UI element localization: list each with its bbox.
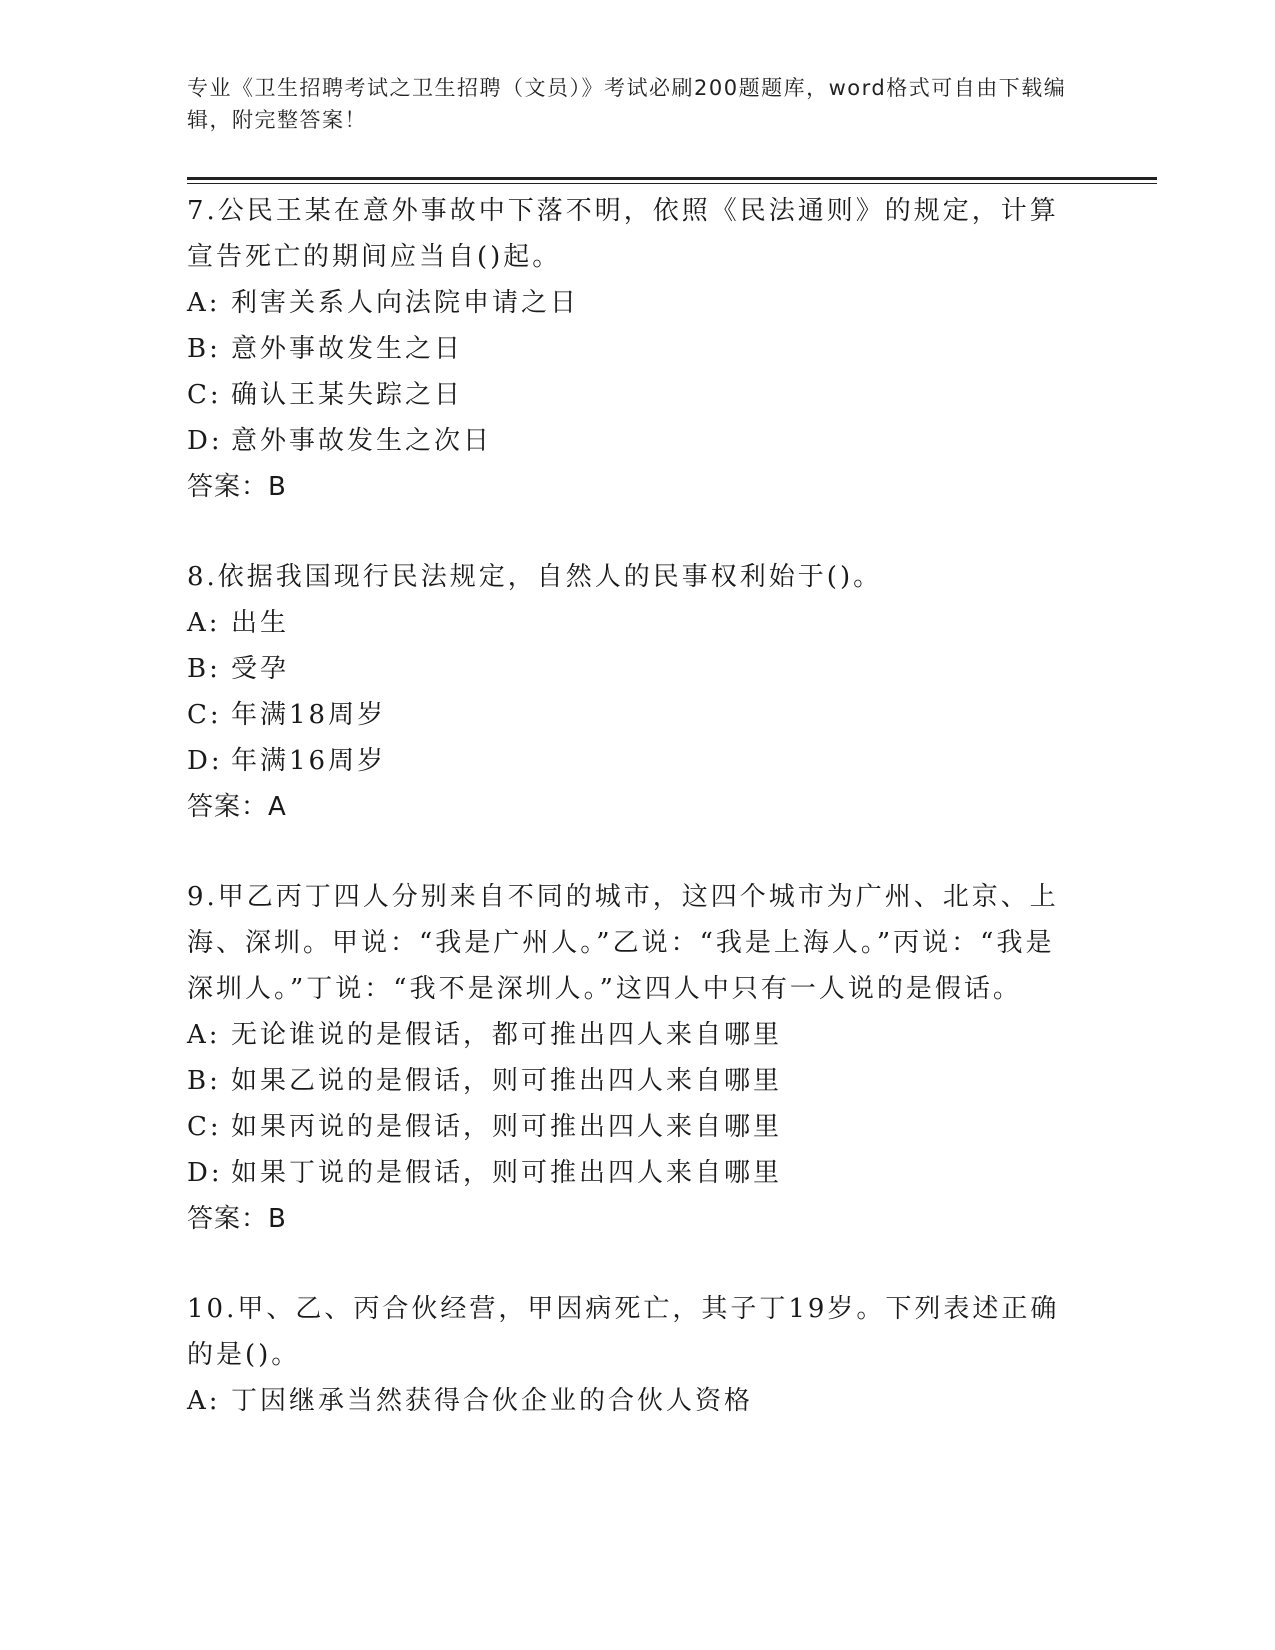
option-key: C: [187, 700, 222, 730]
answer-line: 答案：B [187, 472, 287, 502]
option-text: 确认王某失踪之日 [231, 380, 464, 410]
option-key: A: [187, 608, 221, 638]
option-d [187, 738, 1067, 784]
option-key: A: [187, 1386, 221, 1416]
option-b [187, 1058, 1067, 1104]
option-c [187, 1104, 1067, 1150]
option-d [187, 1150, 1067, 1196]
option-text: 利害关系人向法院申请之日 [231, 288, 580, 318]
option-key: D: [187, 426, 223, 456]
option-b [187, 646, 1067, 692]
option-key: B: [187, 1066, 221, 1096]
answer-line: 答案：B [187, 1204, 287, 1234]
answer-line: 答案：A [187, 792, 287, 822]
option-text: 无论谁说的是假话，都可推出四人来自哪里 [231, 1020, 783, 1050]
header-title: 专业《卫生招聘考试之卫生招聘（文员）》考试必刷200题题库，word格式可自由下载编辑，附完整答案！ [187, 76, 1067, 132]
option-key: D: [187, 1158, 223, 1188]
question-text: 8.依据我国现行民法规定，自然人的民事权利始于()。 [187, 562, 883, 592]
document-header [187, 72, 1067, 136]
question-text: 7.公民王某在意外事故中下落不明，依照《民法通则》的规定，计算宣告死亡的期间应当自()起。 [187, 196, 1059, 272]
option-a [187, 1012, 1067, 1058]
option-a [187, 1378, 1067, 1424]
option-text: 意外事故发生之次日 [231, 426, 493, 456]
option-text: 年满16周岁 [231, 746, 387, 776]
option-key: A: [187, 288, 221, 318]
option-c [187, 692, 1067, 738]
question-9 [187, 874, 1067, 1242]
option-key: B: [187, 334, 221, 364]
header-divider-thick [187, 177, 1157, 180]
option-a [187, 280, 1067, 326]
option-key: A: [187, 1020, 221, 1050]
option-d [187, 418, 1067, 464]
question-text: 9.甲乙丙丁四人分别来自不同的城市，这四个城市为广州、北京、上海、深圳。甲说：“我是广州人。”乙说：“我是上海人。”丙说：“我是深圳人。”丁说：“我不是深圳人。”这四人中只有一人说的是假话。 [187, 882, 1059, 1004]
option-text: 如果丁说的是假话，则可推出四人来自哪里 [231, 1158, 783, 1188]
option-c [187, 372, 1067, 418]
option-key: B: [187, 654, 221, 684]
option-text: 出生 [231, 608, 290, 638]
question-10 [187, 1286, 1067, 1424]
option-a [187, 600, 1067, 646]
question-8 [187, 554, 1067, 830]
option-key: D: [187, 746, 223, 776]
option-b [187, 326, 1067, 372]
option-key: C: [187, 380, 222, 410]
question-text: 10.甲、乙、丙合伙经营，甲因病死亡，其子丁19岁。下列表述正确的是()。 [187, 1294, 1060, 1370]
question-list [187, 188, 1067, 1468]
option-text: 年满18周岁 [231, 700, 387, 730]
option-text: 意外事故发生之日 [231, 334, 464, 364]
option-key: C: [187, 1112, 222, 1142]
option-text: 丁因继承当然获得合伙企业的合伙人资格 [231, 1386, 754, 1416]
option-text: 受孕 [231, 654, 290, 684]
option-text: 如果丙说的是假话，则可推出四人来自哪里 [231, 1112, 783, 1142]
option-text: 如果乙说的是假话，则可推出四人来自哪里 [231, 1066, 783, 1096]
header-divider-thin [187, 183, 1157, 184]
question-7 [187, 188, 1067, 510]
